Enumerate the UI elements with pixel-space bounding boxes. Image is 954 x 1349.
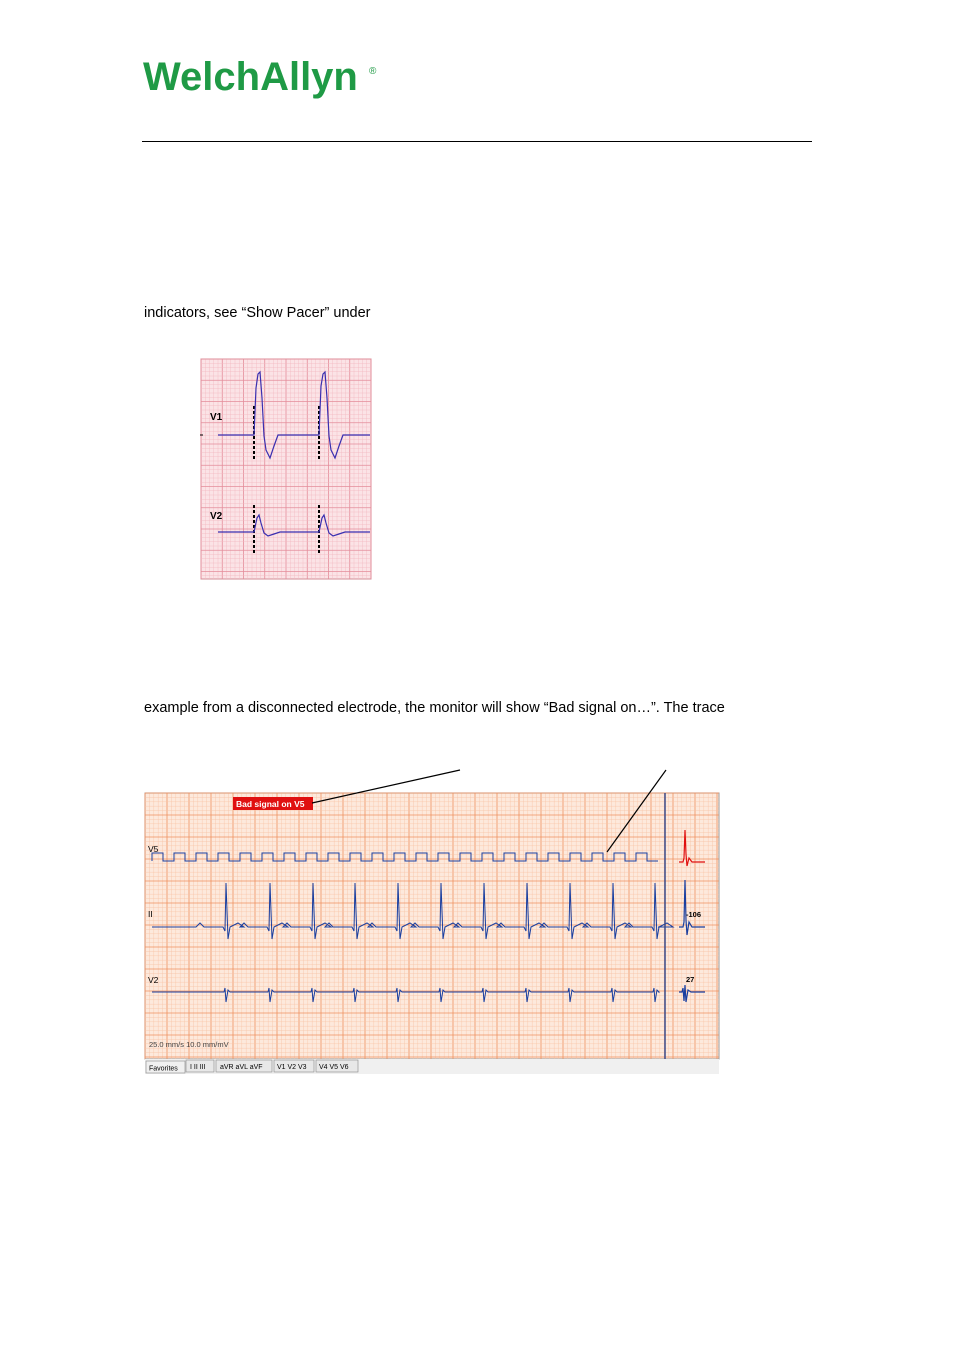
bad-signal-alert-text: Bad signal on V5 bbox=[236, 799, 305, 809]
pacer-ecg-figure bbox=[200, 358, 372, 580]
paragraph-show-pacer: indicators, see “Show Pacer” under bbox=[144, 305, 371, 321]
registered-mark: ® bbox=[369, 66, 377, 77]
svg-text:V4 V5 V6: V4 V5 V6 bbox=[319, 1064, 349, 1071]
bad-signal-ecg-figure bbox=[144, 792, 722, 1076]
tab-i-ii-iii[interactable] bbox=[186, 1060, 214, 1072]
lead-label-v5: V5 bbox=[148, 844, 159, 854]
svg-text:Favorites: Favorites bbox=[149, 1065, 178, 1073]
paragraph-bad-signal: example from a disconnected electrode, the monitor will show “Bad signal on…”. The trace bbox=[144, 700, 725, 716]
ii-value: -106 bbox=[686, 910, 702, 919]
tab-v4-v5-v6[interactable] bbox=[316, 1060, 358, 1072]
svg-text:aVR aVL aVF: aVR aVL aVF bbox=[220, 1064, 263, 1071]
v2-value: 27 bbox=[686, 975, 695, 984]
tab-avr-avl-avf[interactable] bbox=[216, 1060, 272, 1072]
lead-label-ii: II bbox=[148, 909, 153, 919]
lead-label-v1: V1 bbox=[210, 412, 223, 423]
tab-v1-v2-v3[interactable] bbox=[274, 1060, 314, 1072]
tab-favorites[interactable] bbox=[146, 1061, 185, 1073]
svg-text:V1 V2 V3: V1 V2 V3 bbox=[277, 1064, 307, 1071]
lead-label-v2: V2 bbox=[148, 975, 159, 985]
logo-text: WelchAllyn bbox=[143, 55, 358, 99]
svg-text:I II III: I II III bbox=[190, 1064, 206, 1071]
scale-text: 25.0 mm/s 10.0 mm/mV bbox=[149, 1040, 229, 1049]
header-rule bbox=[142, 141, 812, 142]
lead-label-v2: V2 bbox=[210, 511, 223, 522]
welch-allyn-logo bbox=[143, 52, 383, 110]
